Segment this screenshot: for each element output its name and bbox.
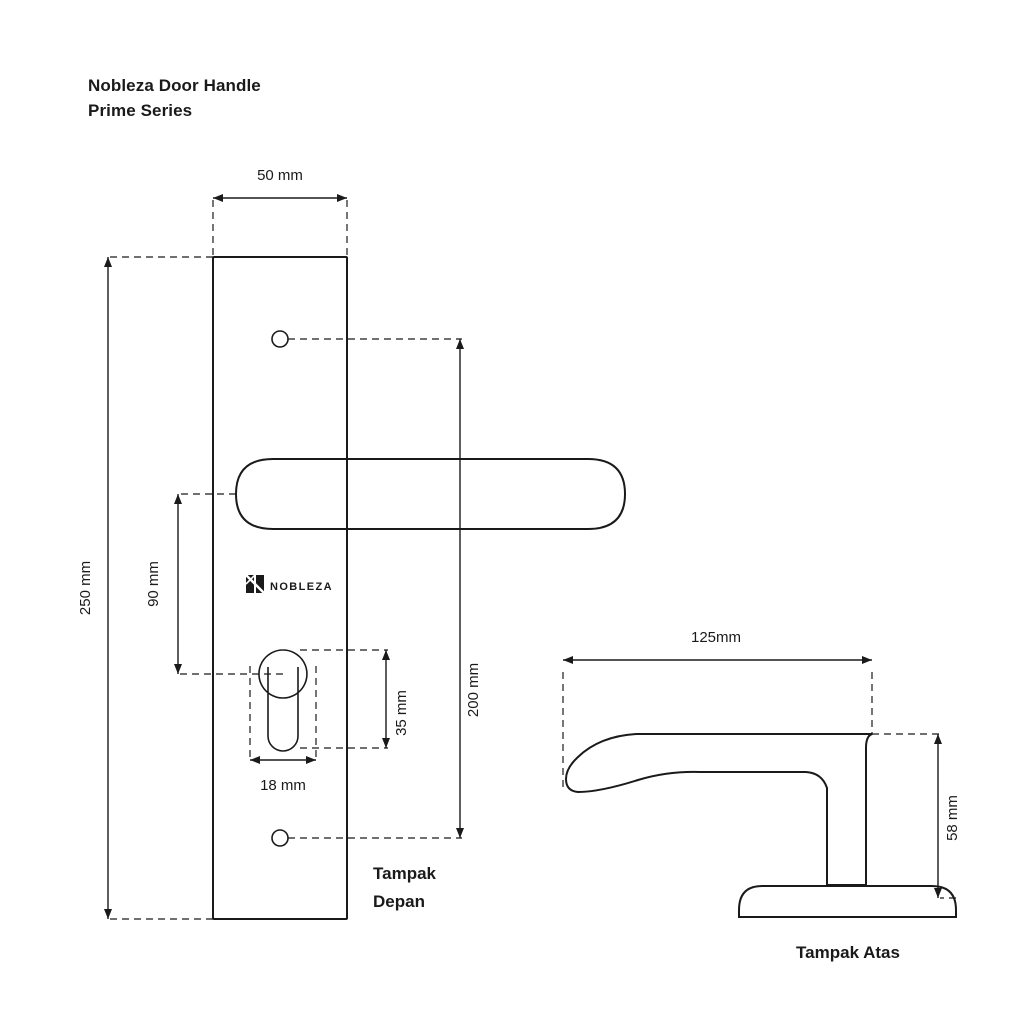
- arrow-left-keyhole-width: [250, 756, 260, 764]
- arrow-bottom-hole-spacing: [456, 828, 464, 838]
- front-view-caption-line2: Depan: [373, 892, 425, 911]
- arrow-right-keyhole-width: [306, 756, 316, 764]
- nobleza-wordmark: NOBLEZA: [270, 581, 333, 593]
- screw-hole-top: [272, 331, 288, 347]
- dim-label-plate-width: 50 mm: [257, 167, 303, 184]
- arrow-top-handle-depth: [934, 734, 942, 744]
- dim-label-handle-center-height: 90 mm: [145, 561, 162, 607]
- arrow-top-hole-spacing: [456, 339, 464, 349]
- dim-label-handle-length: 125mm: [690, 629, 742, 646]
- arrow-left-plate-width: [213, 194, 223, 202]
- dim-label-keyhole-height: 35 mm: [393, 690, 410, 736]
- lever-handle-front: [236, 459, 625, 529]
- arrow-bottom-plate-height: [104, 909, 112, 919]
- arrow-bottom-handle-center: [174, 664, 182, 674]
- dim-label-keyhole-width: 18 mm: [260, 777, 306, 794]
- dim-label-plate-height: 250 mm: [77, 560, 94, 616]
- front-view-caption-line1: Tampak: [373, 864, 436, 883]
- screw-hole-bottom: [272, 830, 288, 846]
- dim-label-hole-spacing: 200 mm: [465, 662, 482, 718]
- arrow-right-handle-length: [862, 656, 872, 664]
- dim-label-handle-depth: 58 mm: [944, 795, 961, 841]
- arrow-top-plate-height: [104, 257, 112, 267]
- base-plate-top-view: [739, 886, 956, 917]
- arrow-bottom-handle-depth: [934, 888, 942, 898]
- keyhole-euro-profile: [259, 650, 307, 751]
- arrow-left-handle-length: [563, 656, 573, 664]
- nobleza-logo-icon: [246, 575, 264, 593]
- arrow-bottom-keyhole-height: [382, 738, 390, 748]
- arrow-right-plate-width: [337, 194, 347, 202]
- arrow-top-keyhole-height: [382, 650, 390, 660]
- page-title: Nobleza Door Handle Prime Series: [88, 76, 261, 120]
- top-view-caption: Tampak Atas: [796, 943, 900, 962]
- arrow-top-handle-center: [174, 494, 182, 504]
- lever-handle-top: [566, 734, 872, 885]
